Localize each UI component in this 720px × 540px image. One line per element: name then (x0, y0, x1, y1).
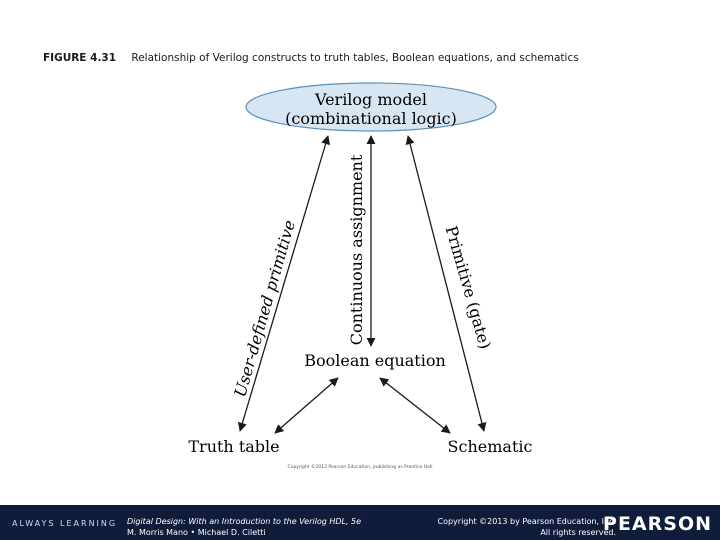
primitive-gate-label: Primitive (gate) (441, 223, 495, 352)
copyright-notice (437, 516, 616, 538)
boolean-equation-node: Boolean equation (304, 351, 446, 370)
book-info (127, 516, 361, 538)
figure-label: FIGURE 4.31 (43, 52, 117, 64)
pearson-logo: PEARSON (603, 513, 712, 535)
book-authors: M. Morris Mano • Michael D. Ciletti (127, 528, 266, 537)
schematic-node: Schematic (447, 437, 533, 456)
brand-tagline: ALWAYS LEARNING (12, 519, 118, 528)
copyright-line-2: All rights reserved. (540, 528, 616, 537)
caption-text: Relationship of Verilog constructs to truth tables, Boolean equations, and schematics (131, 52, 579, 64)
user-defined-primitive-label: User-defined primitive (230, 217, 300, 400)
arrow-verilog-to-truth-table (240, 136, 328, 431)
verilog-model-label-line1: Verilog model (314, 90, 428, 109)
diagram-copyright: Copyright ©2013 Pearson Education, publishing as Prentice Hall (287, 465, 433, 470)
continuous-assignment-label: Continuous assignment (347, 154, 366, 346)
arrow-boolean-to-truth-table (275, 378, 338, 433)
copyright-line-1: Copyright ©2013 by Pearson Education, Inc. (437, 517, 616, 526)
truth-table-node: Truth table (188, 437, 280, 456)
footer-bar (0, 505, 720, 540)
book-title: Digital Design: With an Introduction to the Verilog HDL, 5e (127, 517, 362, 526)
arrow-boolean-to-schematic (380, 378, 450, 433)
verilog-model-label-line2: (combinational logic) (285, 109, 457, 128)
